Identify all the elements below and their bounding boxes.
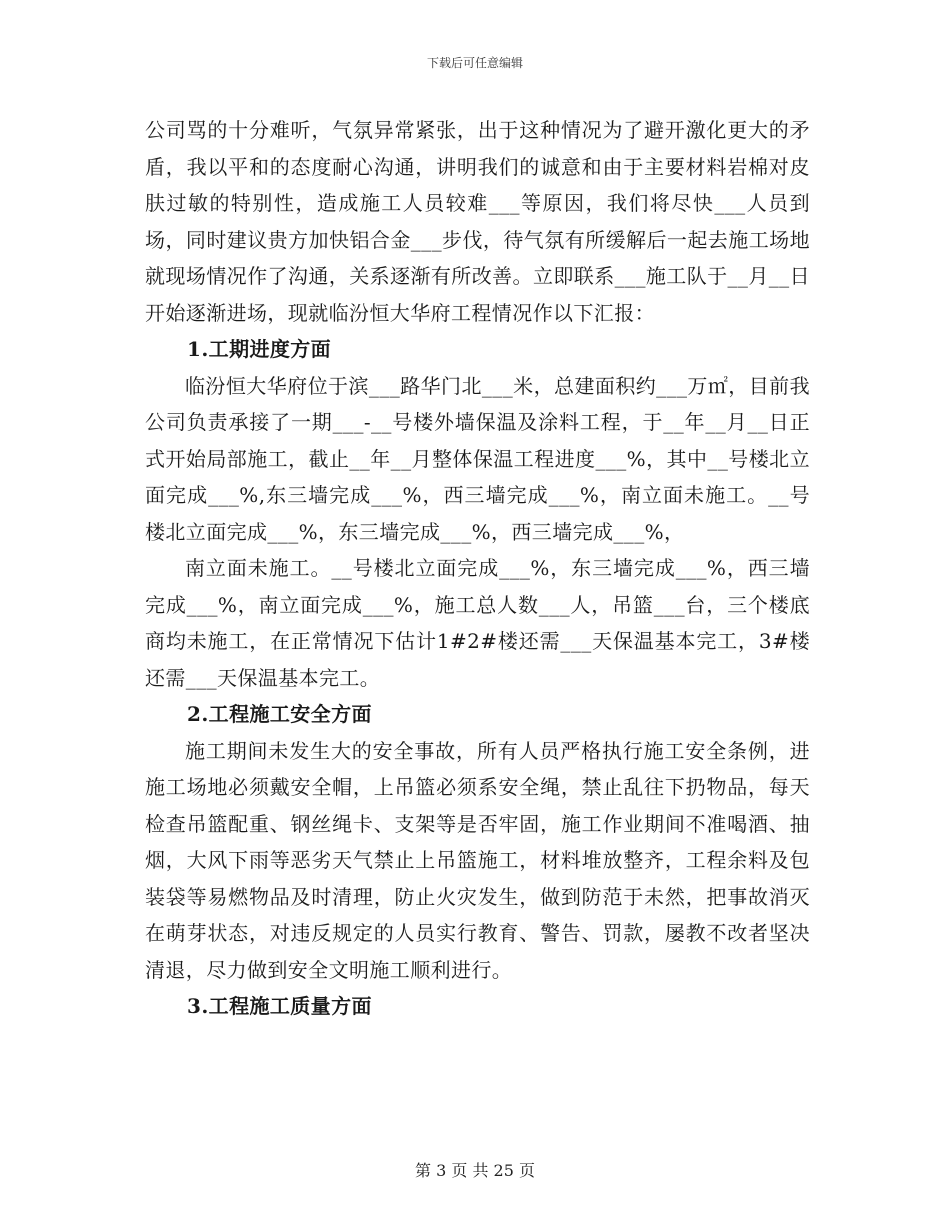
section-heading-schedule: 1.工期进度方面 [187,337,332,361]
page-number: 第 3 页 共 25 页 [415,1161,535,1180]
section-heading-quality: 3.工程施工质量方面 [187,994,372,1018]
paragraph-safety: 施工期间未发生大的安全事故，所有人员严格执行施工安全条例，进施工场地必须戴安全帽，上吊篮必须系安全绳，禁止乱往下扔物品，每天检查吊篮配重、钢丝绳卡、支架等是否牢固，施工作业期间不准喝酒、抽烟，大风下雨等恶劣天气禁止上吊篮施工，材料堆放整齐，工程余料及包装袋等易燃物品及时清理，防止火灾发生，做到防范于未然，把事故消灭在萌芽状态，对违反规定的人员实行教育、警告、罚款，屡教不改者坚决清退，尽力做到安全文明施工顺利进行。 [145,738,810,982]
section-heading-safety: 2.工程施工安全方面 [187,702,372,726]
paragraph-intro: 公司骂的十分难听，气氛异常紧张，出于这种情况为了避开激化更大的矛盾，我以平和的态度耐心沟通，讲明我们的诚意和由于主要材料岩棉对皮肤过敏的特别性，造成施工人员较难___等原因，我们将尽快___人员到场，同时建议贵方加快铝合金___步伐，待气氛有所缓解后一起去施工场地就现场情况作了沟通，关系逐渐有所改善。立即联系___施工队于__月__日开始逐渐进场，现就临汾恒大华府工程情况作以下汇报： [145,118,810,325]
document-body [145,112,810,1025]
paragraph-schedule-1: 临汾恒大华府位于滨___路华门北___米，总建面积约___万㎡，目前我公司负责承接了一期___-__号楼外墙保温及涂料工程，于__年__月__日正式开始局部施工，截止__年__月整体保温工程进度___%，其中__号楼北立面完成___%,东三墙完成___%，西三墙完成___%，南立面未施工。__号楼北立面完成___%，东三墙完成___%，西三墙完成___%， [145,373,810,544]
paragraph-schedule-2: 南立面未施工。__号楼北立面完成___%，东三墙完成___%，西三墙完成___%，南立面完成___%，施工总人数___人，吊篮___台，三个楼底商均未施工，在正常情况下估计1#2#楼还需___天保温基本完工，3#楼还需___天保温基本完工。 [145,556,810,690]
page-header: 下载后可任意编辑 [426,56,523,70]
